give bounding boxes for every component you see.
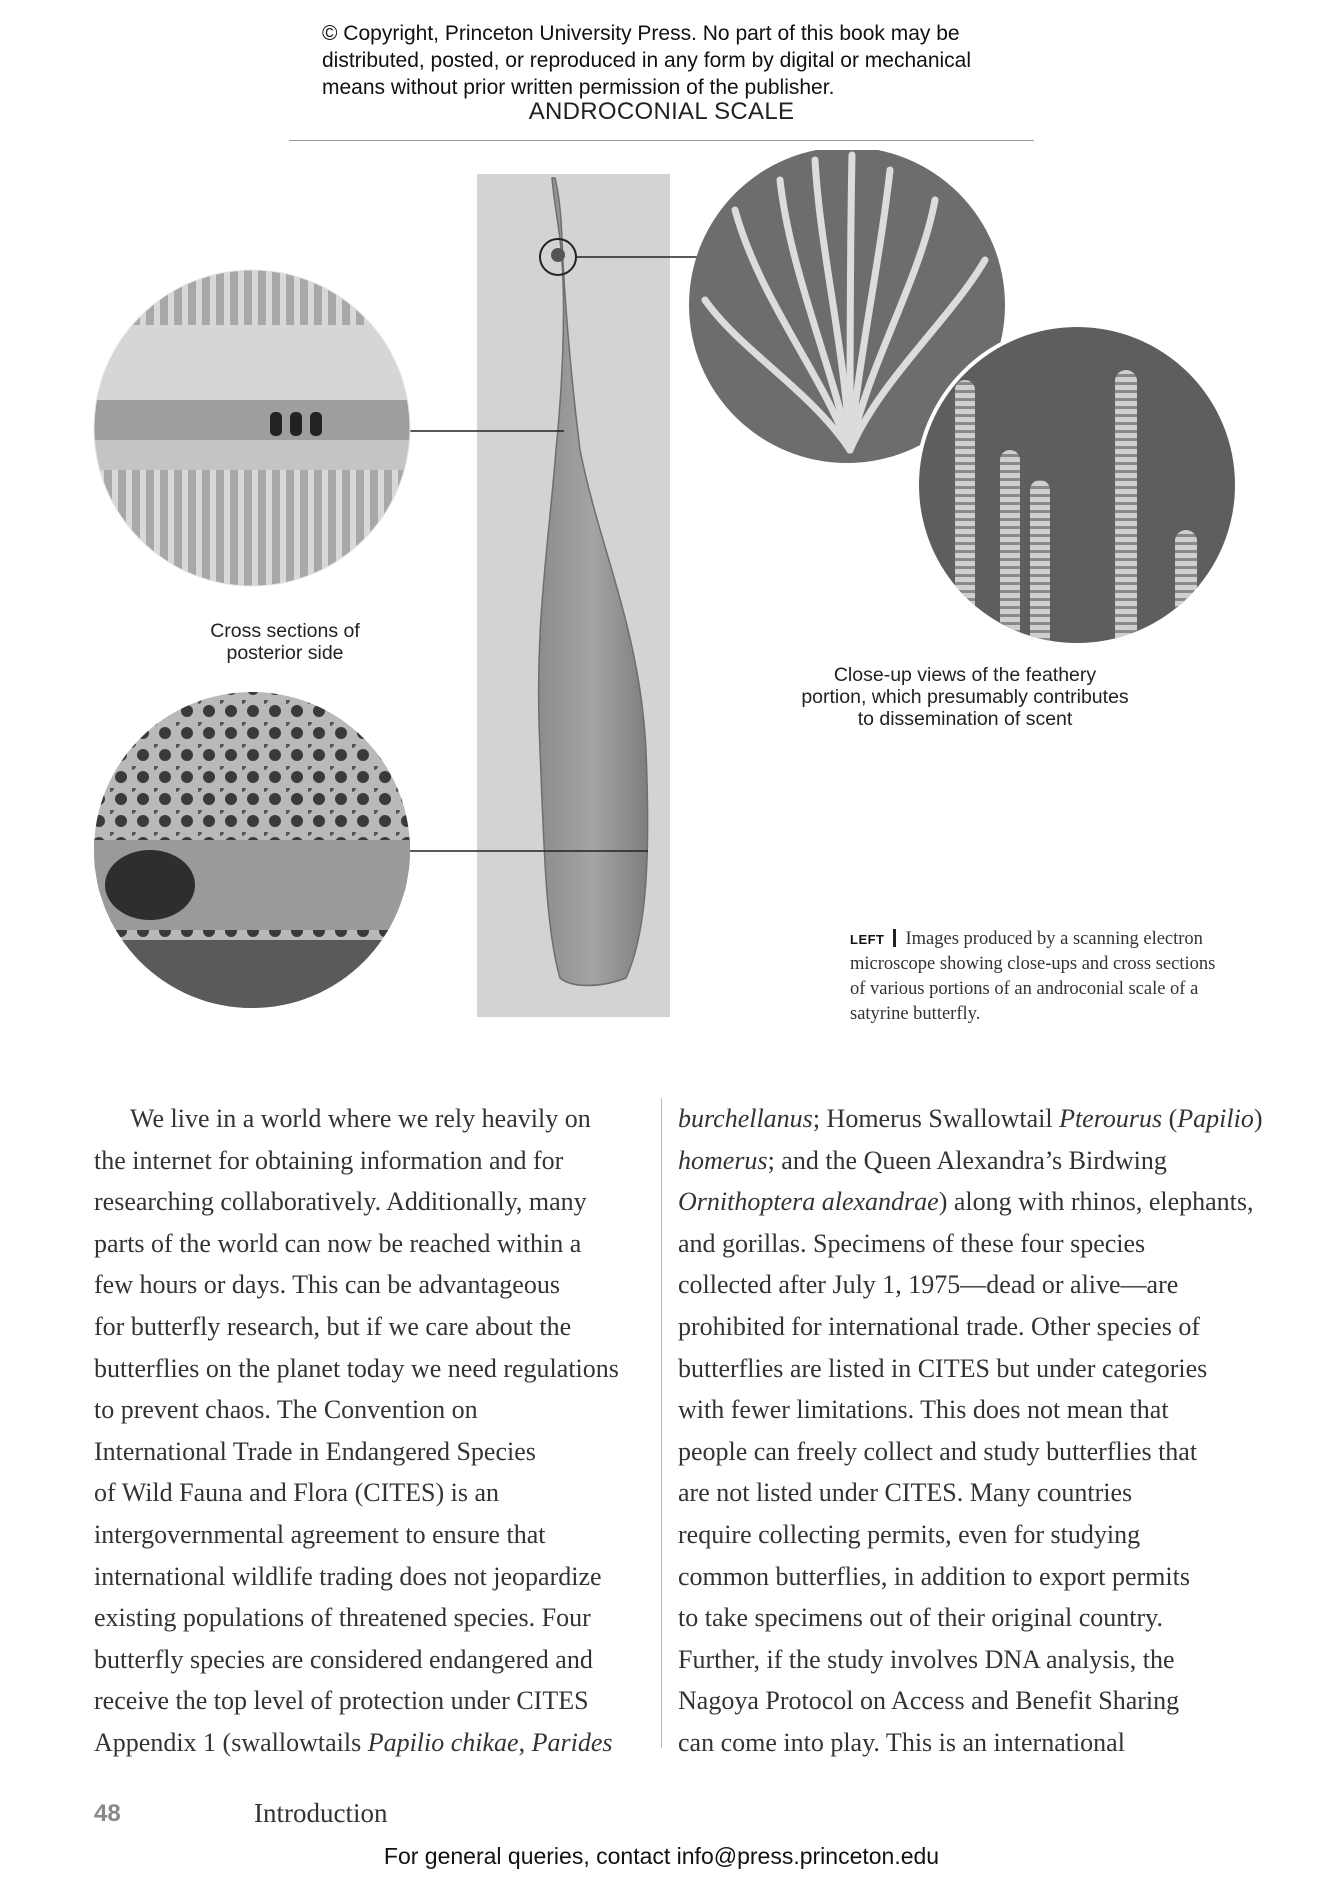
text-line	[678, 1181, 1254, 1223]
text-line	[94, 1098, 664, 1140]
text-run: ) along with rhinos, elephants,	[938, 1187, 1254, 1217]
text-run: butterflies are listed in CITES but under categories	[678, 1353, 1208, 1383]
text-line	[678, 1223, 1248, 1265]
text-run: ; and the Queen Alexandra’s Birdwing	[767, 1145, 1167, 1175]
text-line	[678, 1680, 1248, 1722]
text-line	[94, 1389, 664, 1431]
copyright-notice: © Copyright, Princeton University Press. No part of this book may be distributed, posted, or reproduced in any form by digital or mechanical means without prior written permission of the publisher.	[322, 22, 972, 99]
text-line	[678, 1556, 1248, 1598]
text-run: prohibited for international trade. Other species of	[678, 1311, 1200, 1341]
cross-section-image-top	[94, 270, 410, 586]
text-run: We live in a world where we rely heavily on	[130, 1104, 591, 1133]
body-column-right	[678, 1098, 1263, 1764]
text-line	[678, 1597, 1248, 1639]
text-run: can come into play. This is an international	[678, 1727, 1125, 1757]
text-run: of Wild Fauna and Flora (CITES) is an	[94, 1478, 500, 1508]
text-run: (	[1162, 1104, 1178, 1133]
text-line	[94, 1140, 664, 1182]
italic-term: Papilio	[1177, 1104, 1254, 1133]
text-line	[678, 1389, 1248, 1431]
body-column-left	[94, 1098, 664, 1764]
text-line	[94, 1223, 664, 1265]
text-line	[94, 1306, 664, 1348]
text-line	[678, 1306, 1248, 1348]
text-line	[678, 1264, 1248, 1306]
text-run: to take specimens out of their original country.	[678, 1603, 1163, 1633]
text-line	[94, 1348, 664, 1390]
text-line	[94, 1556, 664, 1598]
text-run: people can freely collect and study butterflies that	[678, 1436, 1198, 1466]
text-run: existing populations of threatened species. Four	[94, 1603, 591, 1633]
text-line	[94, 1680, 664, 1722]
text-run: Further, if the study involves DNA analysis, the	[678, 1644, 1175, 1674]
italic-term: homerus	[678, 1145, 768, 1175]
sem-figure	[0, 150, 1323, 1030]
text-run: require collecting permits, even for studying	[678, 1519, 1141, 1549]
text-run: International Trade in Endangered Species	[94, 1436, 536, 1466]
caption-text: Images produced by a scanning electron microscope showing close-ups and cross sections of various portions of an androconial scale of a satyrine butterfly.	[850, 929, 1216, 1024]
text-line	[94, 1472, 664, 1514]
text-run: researching collaboratively. Additionally, many	[94, 1187, 587, 1217]
text-run: few hours or days. This can be advantageous	[94, 1270, 560, 1300]
text-run: butterfly species are considered endangered and	[94, 1644, 593, 1674]
text-run: ; Homerus Swallowtail	[812, 1104, 1060, 1133]
text-line	[678, 1098, 1263, 1140]
text-line	[94, 1514, 664, 1556]
text-run: to prevent chaos. The Convention on	[94, 1395, 478, 1425]
text-line	[678, 1472, 1248, 1514]
caption-bar	[893, 929, 896, 947]
page-number: 48	[94, 1800, 121, 1827]
italic-term: Papilio chikae	[367, 1727, 519, 1757]
text-run: )	[1253, 1104, 1263, 1133]
text-run: with fewer limitations. This does not mean that	[678, 1395, 1169, 1425]
text-line	[678, 1514, 1248, 1556]
text-run: the internet for obtaining information and for	[94, 1145, 564, 1175]
text-run: are not listed under CITES. Many countries	[678, 1478, 1133, 1508]
text-line	[678, 1722, 1248, 1764]
italic-term: Parides	[531, 1727, 613, 1757]
text-run: international wildlife trading does not jeopardize	[94, 1561, 602, 1591]
text-line	[94, 1597, 664, 1639]
text-line	[678, 1639, 1248, 1681]
text-line	[94, 1181, 664, 1223]
text-line	[94, 1431, 664, 1473]
text-line	[94, 1639, 664, 1681]
text-line	[94, 1264, 664, 1306]
text-run: collected after July 1, 1975—dead or alive—are	[678, 1270, 1179, 1300]
italic-term: burchellanus	[678, 1104, 813, 1133]
text-run: Nagoya Protocol on Access and Benefit Sharing	[678, 1686, 1180, 1716]
title-rule	[289, 140, 1034, 141]
cross-section-image-bottom	[94, 692, 410, 1010]
text-run: butterflies on the planet today we need regulations	[94, 1353, 619, 1383]
text-line	[94, 1722, 664, 1764]
text-run: receive the top level of protection under CITES	[94, 1686, 589, 1716]
text-run: ,	[518, 1727, 532, 1757]
label-cross-sections: Cross sections of posterior side	[210, 620, 360, 664]
caption-tag: LEFT	[850, 932, 885, 947]
figure-title: ANDROCONIAL SCALE	[528, 98, 795, 125]
footer-contact: For general queries, contact info@press.princeton.edu	[383, 1843, 940, 1869]
text-run: common butterflies, in addition to export permits	[678, 1561, 1190, 1591]
text-run: Appendix 1 (swallowtails	[94, 1727, 368, 1757]
text-run: and gorillas. Specimens of these four species	[678, 1228, 1146, 1258]
italic-term: Ornithoptera alexandrae	[678, 1187, 939, 1217]
column-divider	[661, 1098, 662, 1748]
text-run: parts of the world can now be reached within a	[94, 1228, 582, 1258]
scale-panel	[477, 174, 670, 1017]
running-head: Introduction	[254, 1798, 388, 1828]
text-line	[678, 1140, 1248, 1182]
text-run: for butterfly research, but if we care about the	[94, 1311, 572, 1341]
text-line	[678, 1431, 1248, 1473]
text-run: intergovernmental agreement to ensure that	[94, 1519, 546, 1549]
italic-term: Pterourus	[1059, 1104, 1163, 1133]
text-line	[678, 1348, 1248, 1390]
label-closeup-views: Close-up views of the feathery portion, which presumably contributes to dissemination of scent	[801, 664, 1129, 730]
figure-caption	[850, 927, 1230, 1027]
